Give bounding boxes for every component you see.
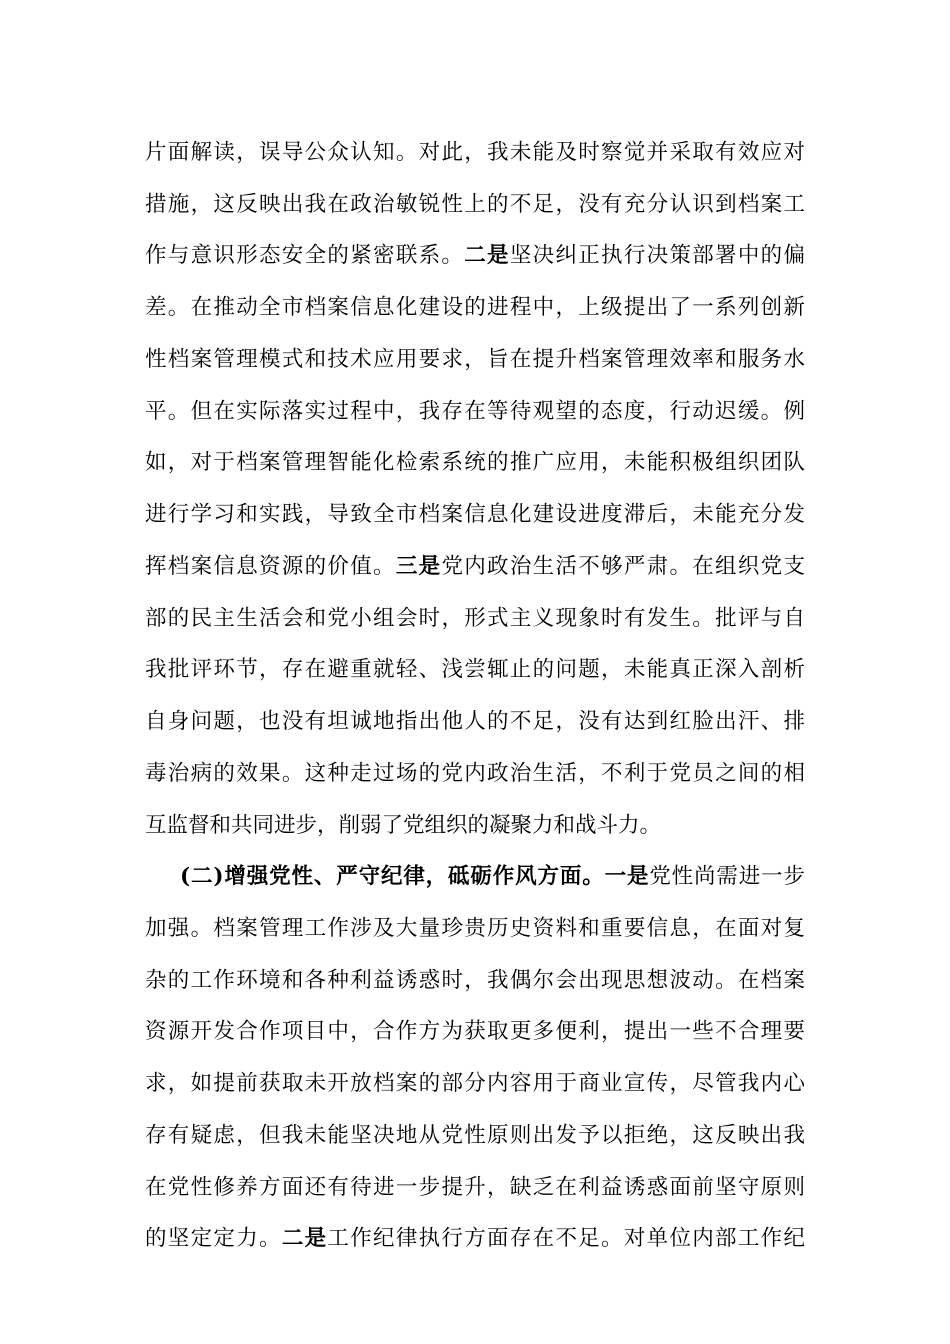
point-marker-two: 二是: [281, 1226, 328, 1251]
text-line: [145, 547, 805, 587]
text-segment: 党性尚需进一步: [649, 864, 805, 889]
text-line: [145, 236, 805, 276]
text-segment: 的坚定定力。: [145, 1226, 282, 1251]
text-segment: 挥档案信息资源的价值。: [145, 554, 396, 579]
text-line: 部的民主生活会和党小组会时，形式主义现象时有发生。批评与自: [145, 606, 805, 631]
text-segment: 工作纪律执行方面存在不足。对单位内部工作纪: [327, 1226, 805, 1251]
text-line: 求，如提前获取未开放档案的部分内容用于商业宣传，尽管我内心: [145, 1071, 805, 1096]
text-line: 我批评环节，存在避重就轻、浅尝辄止的问题，未能真正深入剖析: [145, 657, 805, 682]
text-line: 资源开发合作项目中，合作方为获取更多便利，提出一些不合理要: [145, 1019, 805, 1044]
text-line: 杂的工作环境和各种利益诱惑时，我偶尔会出现思想波动。在档案: [145, 968, 805, 993]
text-line: 存有疑虑，但我未能坚决地从党性原则出发予以拒绝，这反映出我: [145, 1123, 805, 1148]
point-marker-two: 二是: [464, 243, 510, 268]
text-line: 片面解读，误导公众认知。对此，我未能及时察觉并采取有效应对: [145, 140, 805, 165]
text-segment: 坚决纠正执行决策部署中的偏: [509, 243, 805, 268]
point-marker-one: 一是: [604, 864, 650, 889]
point-marker-three: 三是: [395, 554, 442, 579]
text-line: 性档案管理模式和技术应用要求，旨在提升档案管理效率和服务水: [145, 347, 805, 372]
text-line: 互监督和共同进步，削弱了党组织的凝聚力和战斗力。: [145, 813, 662, 838]
section-heading: (二)增强党性、严守纪律，砥砺作风方面。: [180, 864, 605, 889]
text-line: [145, 1219, 805, 1259]
text-line: 加强。档案管理工作涉及大量珍贵历史资料和重要信息，在面对复: [145, 916, 805, 941]
text-line: 平。但在实际落实过程中，我存在等待观望的态度，行动迟缓。例: [145, 399, 805, 424]
text-segment: 作与意识形态安全的紧密联系。: [145, 243, 465, 268]
text-line: 差。在推动全市档案信息化建设的进程中，上级提出了一系列创新: [145, 295, 805, 320]
section-heading-line: [180, 857, 805, 897]
text-line: 在党性修养方面还有待进一步提升，缺乏在利益诱惑面前坚守原则: [145, 1175, 805, 1200]
text-line: 自身问题，也没有坦诚地指出他人的不足，没有达到红脸出汗、排: [145, 709, 805, 734]
text-line: 进行学习和实践，导致全市档案信息化建设进度滞后，未能充分发: [145, 502, 805, 527]
text-line: 措施，这反映出我在政治敏锐性上的不足，没有充分认识到档案工: [145, 192, 805, 217]
text-line: 毒治病的效果。这种走过场的党内政治生活，不利于党员之间的相: [145, 761, 805, 786]
text-line: 如，对于档案管理智能化检索系统的推广应用，未能积极组织团队: [145, 450, 805, 475]
text-segment: 党内政治生活不够严肃。在组织党支: [441, 554, 805, 579]
